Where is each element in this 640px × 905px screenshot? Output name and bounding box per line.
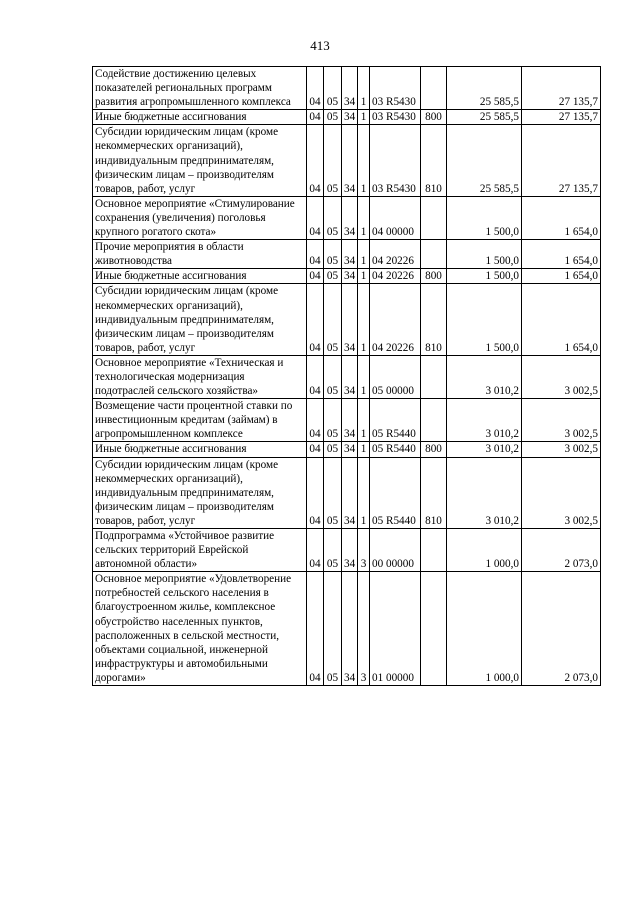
- row-name: Основное мероприятие «Стимулирование сохранения (увеличения) поголовья крупного рогатого скота»: [93, 196, 307, 239]
- code-subsection: 05: [324, 240, 342, 269]
- code-subprogram: 3: [358, 572, 370, 686]
- row-name: Подпрограмма «Устойчивое развитие сельских территорий Еврейской автономной области»: [93, 529, 307, 572]
- code-program: 34: [342, 196, 358, 239]
- code-expense-type: [421, 240, 447, 269]
- code-expense-type: [421, 355, 447, 398]
- code-expense-type: 810: [421, 125, 447, 196]
- table-row: [93, 572, 601, 686]
- code-expense-type: [421, 196, 447, 239]
- row-name: Субсидии юридическим лицам (кроме некоммерческих организаций), индивидуальным предпринимателям, физическим лицам – производителям товаров, работ, услуг: [93, 284, 307, 355]
- amount-year-2: 1 654,0: [522, 240, 601, 269]
- code-section: 04: [307, 442, 324, 457]
- amount-year-2: 3 002,5: [522, 355, 601, 398]
- row-name: Субсидии юридическим лицам (кроме некоммерческих организаций), индивидуальным предпринимателям, физическим лицам – производителям товаров, работ, услуг: [93, 125, 307, 196]
- code-expense-type: 800: [421, 110, 447, 125]
- code-section: 04: [307, 399, 324, 442]
- row-name: Прочие мероприятия в области животноводства: [93, 240, 307, 269]
- amount-year-1: 1 000,0: [447, 572, 522, 686]
- row-name: Основное мероприятие «Удовлетворение потребностей сельского населения в благоустроенном жилье, комплексное обустройство населенных пунктов, расположенных в сельской местности, объектами социальной, инженерной инфраструктуры и автомобильными дорогами»: [93, 572, 307, 686]
- code-activity: 04 20226: [370, 284, 421, 355]
- code-subprogram: 1: [358, 284, 370, 355]
- code-activity: 03 R5430: [370, 125, 421, 196]
- amount-year-1: 25 585,5: [447, 67, 522, 110]
- code-expense-type: [421, 572, 447, 686]
- amount-year-2: 27 135,7: [522, 125, 601, 196]
- row-name: Субсидии юридическим лицам (кроме некоммерческих организаций), индивидуальным предпринимателям, физическим лицам – производителям товаров, работ, услуг: [93, 457, 307, 528]
- code-subsection: 05: [324, 442, 342, 457]
- code-section: 04: [307, 125, 324, 196]
- amount-year-1: 1 000,0: [447, 529, 522, 572]
- code-expense-type: [421, 529, 447, 572]
- code-expense-type: 800: [421, 442, 447, 457]
- code-section: 04: [307, 196, 324, 239]
- amount-year-1: 3 010,2: [447, 442, 522, 457]
- code-subsection: 05: [324, 284, 342, 355]
- table-row: [93, 269, 601, 284]
- code-section: 04: [307, 529, 324, 572]
- amount-year-1: 1 500,0: [447, 196, 522, 239]
- code-subprogram: 3: [358, 529, 370, 572]
- code-subprogram: 1: [358, 67, 370, 110]
- code-program: 34: [342, 269, 358, 284]
- code-program: 34: [342, 572, 358, 686]
- code-subprogram: 1: [358, 240, 370, 269]
- code-activity: 00 00000: [370, 529, 421, 572]
- table-row: [93, 355, 601, 398]
- code-subprogram: 1: [358, 110, 370, 125]
- row-name: Содействие достижению целевых показателей региональных программ развития агропромышленного комплекса: [93, 67, 307, 110]
- code-subsection: 05: [324, 355, 342, 398]
- amount-year-2: 27 135,7: [522, 67, 601, 110]
- code-subsection: 05: [324, 457, 342, 528]
- table-row: [93, 240, 601, 269]
- code-expense-type: 810: [421, 457, 447, 528]
- amount-year-1: 1 500,0: [447, 269, 522, 284]
- code-program: 34: [342, 355, 358, 398]
- code-activity: 05 00000: [370, 355, 421, 398]
- code-section: 04: [307, 572, 324, 686]
- code-subsection: 05: [324, 196, 342, 239]
- code-subprogram: 1: [358, 442, 370, 457]
- table-row: [93, 457, 601, 528]
- code-activity: 05 R5440: [370, 442, 421, 457]
- code-activity: 04 00000: [370, 196, 421, 239]
- code-subsection: 05: [324, 67, 342, 110]
- code-subsection: 05: [324, 399, 342, 442]
- code-expense-type: 810: [421, 284, 447, 355]
- code-program: 34: [342, 240, 358, 269]
- code-subsection: 05: [324, 529, 342, 572]
- amount-year-1: 3 010,2: [447, 457, 522, 528]
- code-section: 04: [307, 355, 324, 398]
- code-activity: 04 20226: [370, 269, 421, 284]
- code-activity: 03 R5430: [370, 110, 421, 125]
- row-name: Возмещение части процентной ставки по инвестиционным кредитам (займам) в агропромышленном комплексе: [93, 399, 307, 442]
- code-program: 34: [342, 442, 358, 457]
- amount-year-2: 3 002,5: [522, 457, 601, 528]
- code-subsection: 05: [324, 125, 342, 196]
- table-row: [93, 110, 601, 125]
- row-name: Иные бюджетные ассигнования: [93, 269, 307, 284]
- table-row: [93, 442, 601, 457]
- amount-year-1: 1 500,0: [447, 284, 522, 355]
- amount-year-2: 3 002,5: [522, 399, 601, 442]
- row-name: Иные бюджетные ассигнования: [93, 442, 307, 457]
- amount-year-1: 1 500,0: [447, 240, 522, 269]
- code-program: 34: [342, 529, 358, 572]
- code-section: 04: [307, 110, 324, 125]
- amount-year-2: 2 073,0: [522, 572, 601, 686]
- code-section: 04: [307, 457, 324, 528]
- code-activity: 01 00000: [370, 572, 421, 686]
- amount-year-2: 1 654,0: [522, 284, 601, 355]
- code-program: 34: [342, 125, 358, 196]
- row-name: Иные бюджетные ассигнования: [93, 110, 307, 125]
- table-row: [93, 67, 601, 110]
- code-subsection: 05: [324, 572, 342, 686]
- code-section: 04: [307, 240, 324, 269]
- amount-year-2: 1 654,0: [522, 269, 601, 284]
- code-activity: 05 R5440: [370, 399, 421, 442]
- code-subprogram: 1: [358, 399, 370, 442]
- code-section: 04: [307, 284, 324, 355]
- code-program: 34: [342, 399, 358, 442]
- code-program: 34: [342, 284, 358, 355]
- code-subprogram: 1: [358, 355, 370, 398]
- amount-year-2: 2 073,0: [522, 529, 601, 572]
- table-row: [93, 399, 601, 442]
- code-subsection: 05: [324, 110, 342, 125]
- row-name: Основное мероприятие «Техническая и технологическая модернизация подотраслей сельского хозяйства»: [93, 355, 307, 398]
- code-subsection: 05: [324, 269, 342, 284]
- table-row: [93, 196, 601, 239]
- code-section: 04: [307, 269, 324, 284]
- code-expense-type: [421, 67, 447, 110]
- amount-year-2: 3 002,5: [522, 442, 601, 457]
- code-section: 04: [307, 67, 324, 110]
- amount-year-1: 3 010,2: [447, 399, 522, 442]
- code-subprogram: 1: [358, 196, 370, 239]
- amount-year-1: 25 585,5: [447, 110, 522, 125]
- code-expense-type: 800: [421, 269, 447, 284]
- code-program: 34: [342, 457, 358, 528]
- table-row: [93, 125, 601, 196]
- code-subprogram: 1: [358, 269, 370, 284]
- code-subprogram: 1: [358, 457, 370, 528]
- code-activity: 05 R5440: [370, 457, 421, 528]
- table-row: [93, 529, 601, 572]
- budget-table-body: [93, 67, 601, 686]
- amount-year-2: 1 654,0: [522, 196, 601, 239]
- table-row: [93, 284, 601, 355]
- amount-year-1: 3 010,2: [447, 355, 522, 398]
- amount-year-1: 25 585,5: [447, 125, 522, 196]
- code-expense-type: [421, 399, 447, 442]
- page-number: 413: [310, 38, 330, 53]
- amount-year-2: 27 135,7: [522, 110, 601, 125]
- code-subprogram: 1: [358, 125, 370, 196]
- budget-table: [92, 66, 601, 686]
- code-activity: 03 R5430: [370, 67, 421, 110]
- code-program: 34: [342, 110, 358, 125]
- code-activity: 04 20226: [370, 240, 421, 269]
- code-program: 34: [342, 67, 358, 110]
